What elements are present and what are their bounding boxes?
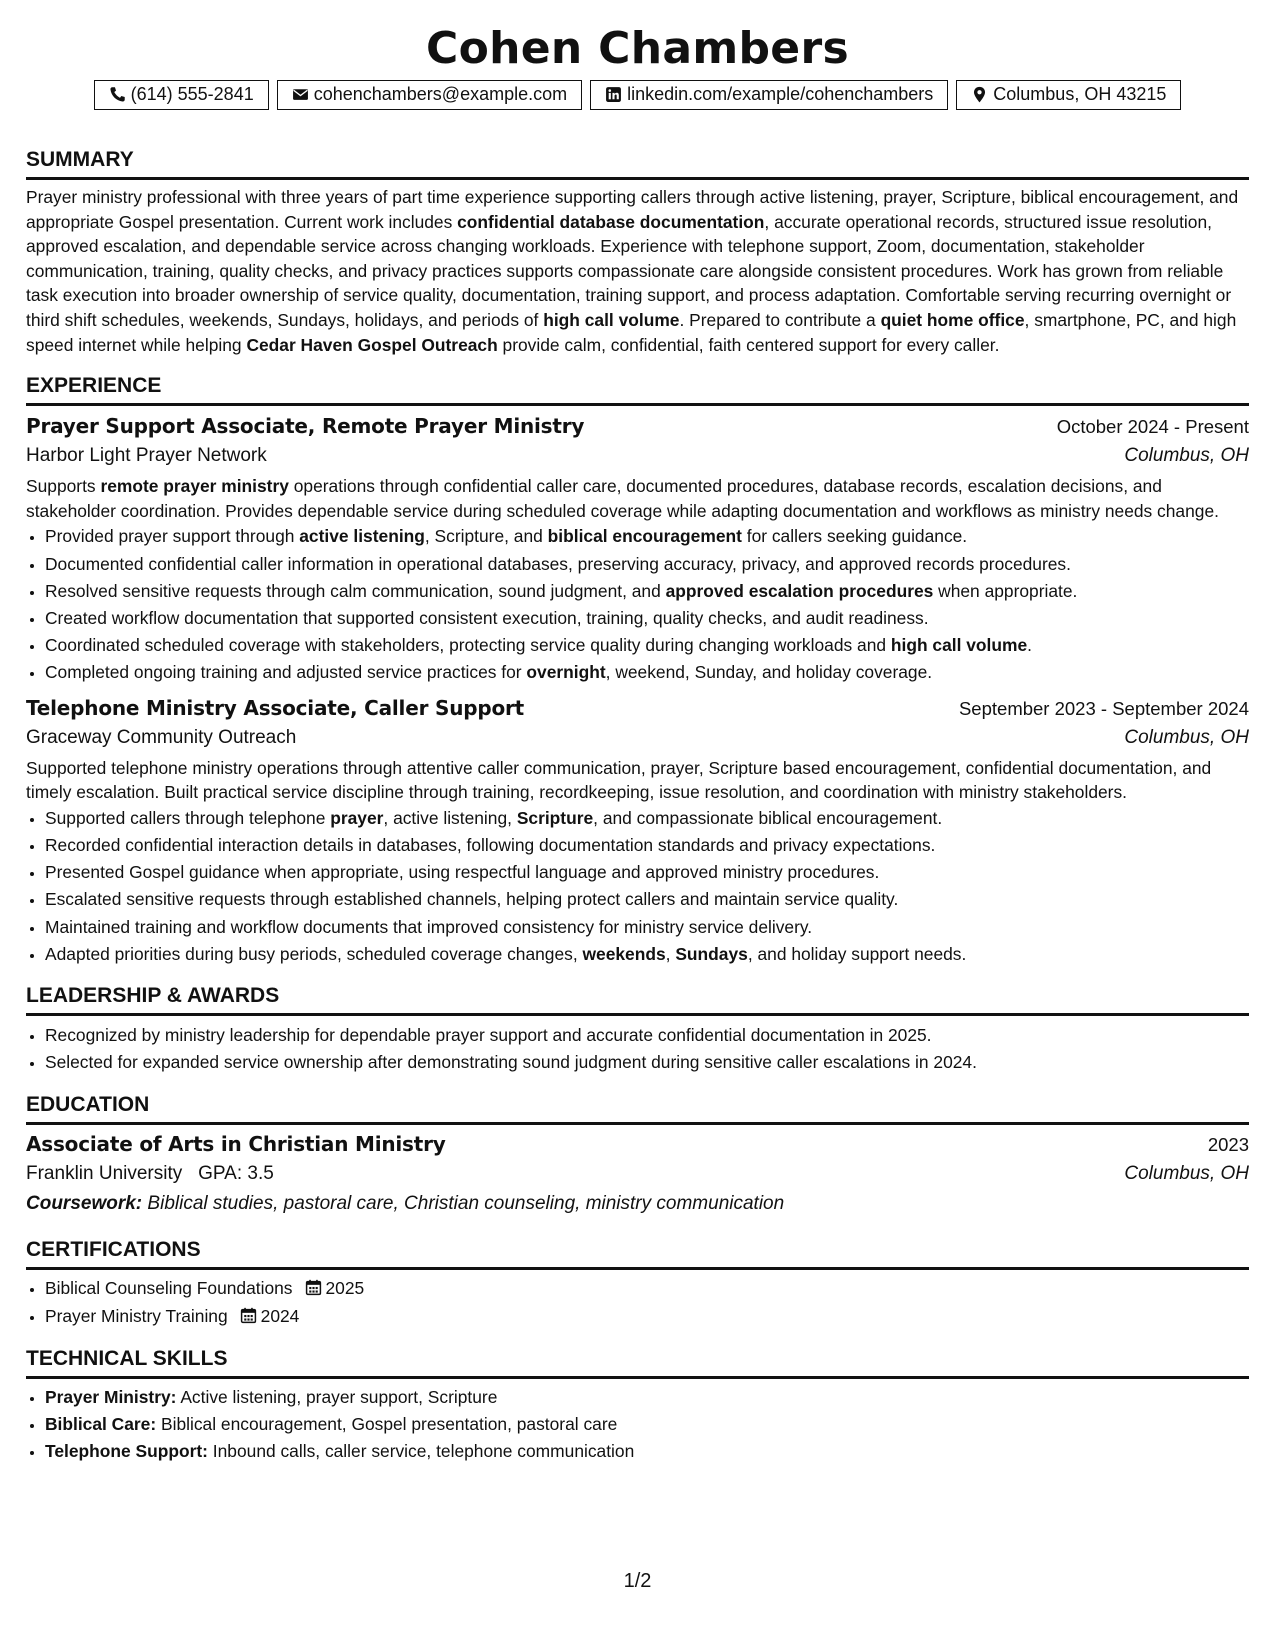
cert-name: Biblical Counseling Foundations (45, 1278, 293, 1299)
gpa: GPA: 3.5 (198, 1163, 274, 1185)
location-text: Columbus, OH 43215 (993, 84, 1167, 104)
job-entry (26, 694, 1249, 968)
skills-section (26, 1346, 1249, 1466)
envelope-icon (292, 86, 309, 103)
description-segment: Supported telephone ministry operations through attentive caller communication, prayer, Scripture based encouragement, confidential documentation, and timely escalation. Built practical service discipline through training, recordkeeping, issue resolution, and coordination with ministry stakeholders. (26, 757, 1212, 803)
bullet-highlight: active listening (299, 526, 425, 547)
section-title-leadership: LEADERSHIP & AWARDS (26, 983, 1249, 1016)
summary-highlight: high call volume (543, 309, 680, 330)
job-location: Columbus, OH (1124, 445, 1249, 467)
bullet-text: Documented confidential caller information in operational databases, preserving accuracy, privacy, and approved records procedures. (45, 553, 1071, 574)
skill-value: Inbound calls, caller service, telephone communication (212, 1441, 635, 1462)
bullet-text: Adapted priorities during busy periods, scheduled coverage changes, (45, 943, 583, 964)
bullet-text: Presented Gospel guidance when appropriate, using respectful language and approved ministry procedures. (45, 862, 880, 883)
list-item (45, 578, 1249, 605)
summary-segment: , smartphone, PC, and high speed internet while helping (26, 309, 1237, 355)
coursework-list: Biblical studies, pastoral care, Christian counseling, ministry communication (147, 1193, 785, 1215)
job-subheader (26, 723, 1249, 753)
bullet-text: Completed ongoing training and adjusted service practices for (45, 662, 527, 683)
skill-label: Telephone Support: (45, 1441, 208, 1462)
certifications-list (26, 1275, 1249, 1329)
degree-title: Associate of Arts in Christian Ministry (26, 1132, 446, 1157)
list-item: • Selected for expanded service ownership after demonstrating sound judgment during sensitive caller escalations in 2024. (45, 1049, 1249, 1076)
job-header (26, 694, 1249, 723)
resume-page (26, 0, 1249, 1465)
contact-linkedin[interactable] (590, 80, 948, 110)
linkedin-icon (605, 86, 622, 103)
summary-segment: , accurate operational records, structured issue resolution, approved escalation, and dependable service across changing workloads. Experience with telephone support, Zoom, documentation, stakeholder communication, training, quality checks, and privacy practices supports compassionate care alongside consistent procedures. Work has grown from reliable task execution into broader ownership of service quality, documentation, training support, and process adaptation. Comfortable serving recurring overnight or third shift schedules, weekends, Sundays, holidays, and periods of (26, 211, 1232, 330)
list-item (45, 832, 1249, 859)
bullet-highlight: weekends (582, 943, 666, 964)
bullet-highlight: approved escalation procedures (665, 580, 934, 601)
cert-year: 2024 (260, 1305, 300, 1326)
description-segment: Supports (26, 476, 101, 497)
bullet-text: for callers seeking guidance. (741, 526, 968, 547)
section-title-certifications: CERTIFICATIONS (26, 1237, 1249, 1270)
job-dates: October 2024 - Present (1056, 416, 1249, 438)
skill-value: Active listening, prayer support, Scripture (180, 1386, 498, 1407)
section-title-skills: TECHNICAL SKILLS (26, 1346, 1249, 1379)
phone-icon (109, 86, 126, 103)
job-title: Telephone Ministry Associate, Caller Support (26, 695, 525, 720)
list-item (45, 523, 1249, 550)
page-number: 1/2 (623, 1570, 652, 1592)
leadership-section (26, 983, 1249, 1076)
cert-year: 2025 (325, 1278, 365, 1299)
linkedin-url: linkedin.com/example/cohenchambers (627, 84, 934, 104)
list-item (45, 1275, 1249, 1302)
summary-highlight: quiet home office (880, 309, 1025, 330)
candidate-name: Cohen Chambers (426, 23, 849, 74)
coursework (26, 1189, 1249, 1219)
phone-number: (614) 555-2841 (130, 84, 254, 104)
list-item (45, 914, 1249, 941)
bullet-text: Coordinated scheduled coverage with stakeholders, protecting service quality during changing workloads and (45, 635, 891, 656)
summary-text (26, 185, 1249, 357)
job-organization: Harbor Light Prayer Network (26, 445, 267, 467)
location-pin-icon (971, 86, 988, 103)
skill-label: Prayer Ministry: (45, 1386, 177, 1407)
section-title-summary: SUMMARY (26, 147, 1249, 180)
bullet-text: , and compassionate biblical encouragement. (593, 807, 943, 828)
job-entry (26, 412, 1249, 686)
school-info (26, 1159, 274, 1189)
job-bullets (26, 523, 1249, 686)
bullet-text: Created workflow documentation that supported consistent execution, training, quality checks, and audit readiness. (45, 607, 929, 628)
bullet-text: , (665, 943, 676, 964)
bullet-text: . (1027, 635, 1032, 656)
contact-email[interactable] (277, 80, 582, 110)
skills-list (26, 1384, 1249, 1466)
list-item (45, 1384, 1249, 1411)
list-item (45, 551, 1249, 578)
list-item (45, 1438, 1249, 1465)
calendar-icon (240, 1305, 257, 1322)
job-title: Prayer Support Associate, Remote Prayer Ministry (26, 414, 585, 439)
education-subheader (26, 1159, 1249, 1189)
description-highlight: remote prayer ministry (100, 476, 289, 497)
description-segment: operations through confidential caller care, documented procedures, database records, escalation decisions, and stakeholder coordination. Provides dependable service during scheduled coverage while adapting documentation and workflows as ministry needs change. (26, 476, 1219, 521)
bullet-text: , active listening, (383, 807, 517, 828)
bullet-text: Recorded confidential interaction details in databases, following documentation standards and privacy expectations. (45, 834, 936, 855)
bullet-text: Supported callers through telephone (45, 807, 331, 828)
list-item (45, 632, 1249, 659)
job-subheader (26, 441, 1249, 471)
skill-value: Biblical encouragement, Gospel presentation, pastoral care (161, 1413, 618, 1434)
summary-highlight: Cedar Haven Gospel Outreach (246, 334, 498, 355)
contact-location (956, 80, 1181, 110)
list-item (45, 805, 1249, 832)
skill-label: Biblical Care: (45, 1413, 157, 1434)
list-item (45, 1303, 1249, 1330)
bullet-text: Provided prayer support through (45, 526, 300, 547)
contact-bar (26, 80, 1249, 110)
education-header (26, 1130, 1249, 1159)
list-item (45, 659, 1249, 686)
certifications-section (26, 1237, 1249, 1329)
job-location: Columbus, OH (1124, 726, 1249, 748)
list-item (45, 941, 1249, 968)
bullet-highlight: high call volume (890, 635, 1028, 656)
job-description (26, 474, 1249, 523)
job-bullets (26, 805, 1249, 968)
job-dates: September 2023 - September 2024 (958, 697, 1249, 719)
bullet-highlight: biblical encouragement (547, 526, 742, 547)
section-title-education: EDUCATION (26, 1092, 1249, 1125)
bullet-text: , weekend, Sunday, and holiday coverage. (605, 662, 933, 683)
school-location: Columbus, OH (1124, 1163, 1249, 1185)
bullet-text: when appropriate. (933, 580, 1078, 601)
list-item: • Recognized by ministry leadership for dependable prayer support and accurate confidential documentation in 2025. (45, 1022, 1249, 1049)
bullet-text: Escalated sensitive requests through established channels, helping protect callers and maintain service quality. (45, 889, 899, 910)
list-item (45, 605, 1249, 632)
summary-highlight: confidential database documentation (457, 211, 765, 232)
bullet-text: , and holiday support needs. (747, 943, 967, 964)
leadership-list (26, 1022, 1249, 1076)
job-description (26, 756, 1249, 805)
coursework-label: Coursework: (26, 1193, 143, 1215)
school-name: Franklin University (26, 1163, 183, 1185)
graduation-year: 2023 (1207, 1134, 1249, 1156)
list-item (45, 859, 1249, 886)
contact-phone (94, 80, 269, 110)
bullet-highlight: Sundays (675, 943, 748, 964)
summary-segment: provide calm, confidential, faith centered support for every caller. (497, 334, 1000, 355)
summary-segment: . Prepared to contribute a (679, 309, 881, 330)
bullet-text: , Scripture, and (424, 526, 548, 547)
experience-section (26, 373, 1249, 968)
bullet-text: Maintained training and workflow documents that improved consistency for ministry service delivery. (45, 916, 813, 937)
list-item (45, 886, 1249, 913)
bullet-highlight: prayer (330, 807, 384, 828)
education-section (26, 1092, 1249, 1219)
email-address: cohenchambers@example.com (313, 84, 568, 104)
job-organization: Graceway Community Outreach (26, 726, 297, 748)
section-title-experience: EXPERIENCE (26, 373, 1249, 406)
bullet-highlight: Scripture (516, 807, 594, 828)
list-item (45, 1411, 1249, 1438)
calendar-icon (305, 1277, 322, 1294)
cert-name: Prayer Ministry Training (45, 1305, 228, 1326)
summary-section (26, 147, 1249, 357)
bullet-text: Resolved sensitive requests through calm communication, sound judgment, and (45, 580, 666, 601)
bullet-highlight: overnight (526, 662, 606, 683)
summary-segment: Prayer ministry professional with three years of part time experience supporting callers through active listening, prayer, Scripture, biblical encouragement, and appropriate Gospel presentation. Current work includes (26, 187, 1239, 232)
job-header (26, 412, 1249, 441)
